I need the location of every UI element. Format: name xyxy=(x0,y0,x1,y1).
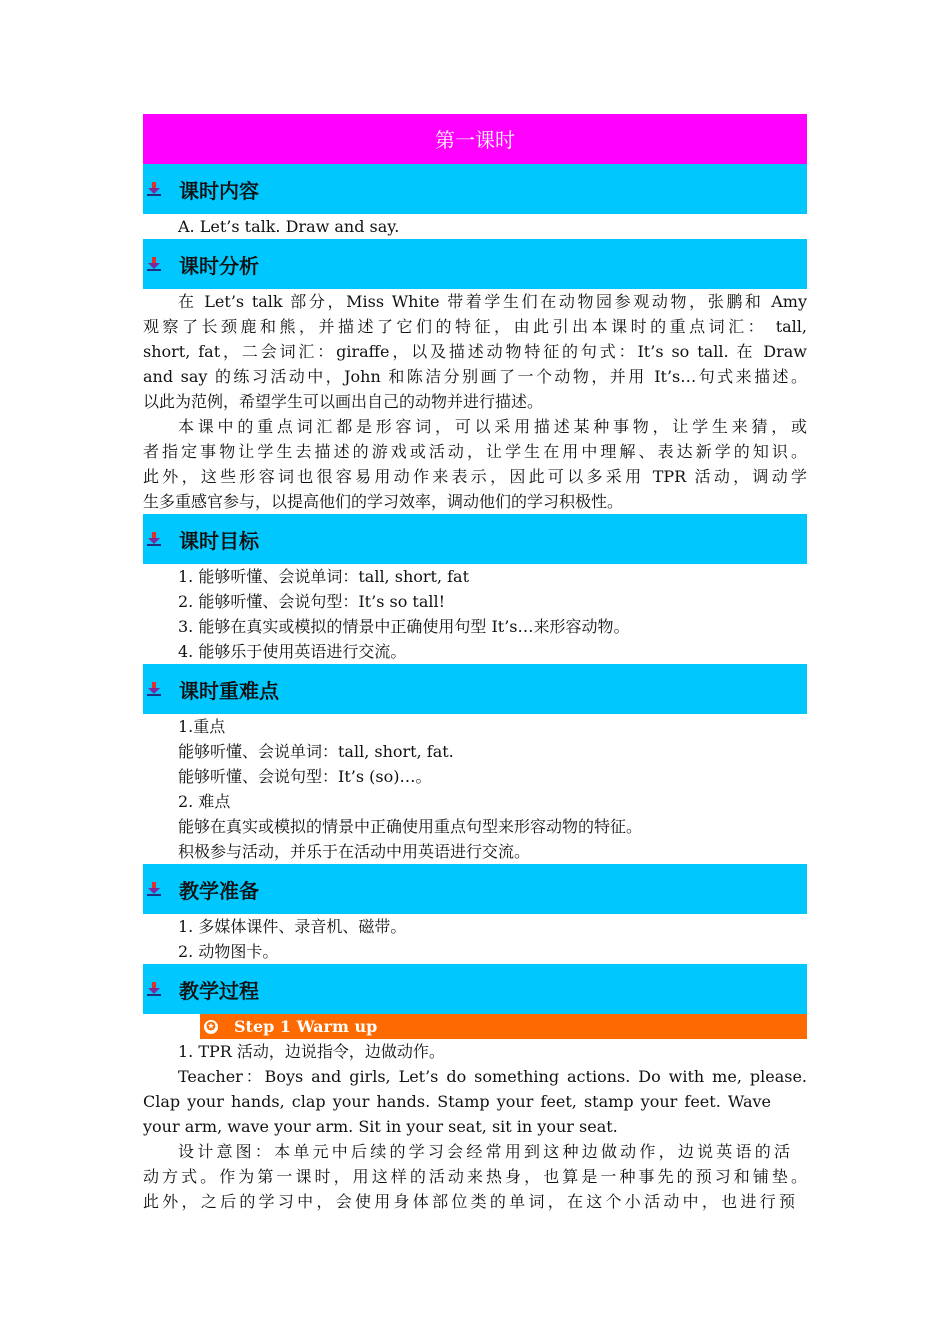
analysis-line: 本课中的重点词汇都是形容词，可以采用描述某种事物，让学生来猜，或 xyxy=(178,417,807,436)
content-line: A. Let’s talk. Draw and say. xyxy=(178,217,400,236)
analysis-line: 生多重感官参与，以提高他们的学习效率，调动他们的学习积极性。 xyxy=(143,492,624,511)
analysis-line: 观察了长颈鹿和熊，并描述了它们的特征，由此引出本课时的重点词汇： tall, xyxy=(143,317,807,336)
bullet-icon xyxy=(147,882,161,896)
process-line: Teacher：Boys and girls, Let’s do something actions. Do with me, please. xyxy=(178,1067,807,1086)
bullet-icon xyxy=(147,182,161,196)
prep-line: 1. 多媒体课件、录音机、磁带。 xyxy=(178,917,407,936)
star-icon: ✪ xyxy=(204,1020,218,1034)
process-line: 此外，之后的学习中，会使用身体部位类的单词，在这个小活动中，也进行预 xyxy=(143,1192,795,1211)
section-label: 课时分析 xyxy=(179,253,259,278)
goal-line: 2. 能够听懂、会说句型：It’s so tall! xyxy=(178,592,446,611)
step-label: Step 1 Warm up xyxy=(234,1017,378,1036)
step-header xyxy=(200,1014,807,1039)
analysis-line: short, fat，二会词汇：giraffe，以及描述动物特征的句式：It’s so tall. 在 Draw xyxy=(143,342,807,361)
process-line: Clap your hands, clap your hands. Stamp your feet, stamp your feet. Wave xyxy=(143,1092,771,1111)
process-line: your arm, wave your arm. Sit in your seat, sit in your seat. xyxy=(143,1117,618,1136)
goal-line: 4. 能够乐于使用英语进行交流。 xyxy=(178,642,407,661)
goal-line: 3. 能够在真实或模拟的情景中正确使用句型 It’s…来形容动物。 xyxy=(178,617,630,636)
bullet-icon xyxy=(147,257,161,271)
prep-line: 2. 动物图卡。 xyxy=(178,942,279,961)
analysis-line: and say 的练习活动中，John 和陈洁分别画了一个动物，并用 It’s…句式来描述。 xyxy=(143,367,807,386)
section-header-goals xyxy=(143,514,807,564)
analysis-line: 此外，这些形容词也很容易用动作来表示，因此可以多采用 TPR 活动，调动学 xyxy=(143,467,807,486)
section-header-process xyxy=(143,964,807,1014)
bullet-icon xyxy=(147,532,161,546)
section-label: 课时内容 xyxy=(179,178,259,203)
section-header-prep xyxy=(143,864,807,914)
keypoint-line: 能够听懂、会说句型：It’s (so)…。 xyxy=(178,767,432,786)
analysis-line: 在 Let’s talk 部分，Miss White 带着学生们在动物园参观动物，张鹏和 Amy xyxy=(178,292,807,311)
lesson-title: 第一课时 xyxy=(143,114,807,164)
section-label: 教学过程 xyxy=(179,978,259,1003)
section-header-analysis xyxy=(143,239,807,289)
analysis-line: 者指定事物让学生去描述的游戏或活动，让学生在用中理解、表达新学的知识。 xyxy=(143,442,807,461)
section-header-content xyxy=(143,164,807,214)
keypoint-line: 积极参与活动，并乐于在活动中用英语进行交流。 xyxy=(178,842,531,861)
section-label: 课时目标 xyxy=(179,528,259,553)
lesson-page xyxy=(143,114,807,1214)
bullet-icon xyxy=(147,682,161,696)
keypoint-line: 能够听懂、会说单词：tall, short, fat. xyxy=(178,742,454,761)
section-label: 课时重难点 xyxy=(179,678,279,703)
bullet-icon xyxy=(147,982,161,996)
process-line: 设计意图：本单元中后续的学习会经常用到这种边做动作，边说英语的活 xyxy=(178,1142,790,1161)
keypoint-line: 能够在真实或模拟的情景中正确使用重点句型来形容动物的特征。 xyxy=(178,817,643,836)
goal-line: 1. 能够听懂、会说单词：tall, short, fat xyxy=(178,567,470,586)
section-label: 教学准备 xyxy=(179,878,259,903)
process-line: 动方式。作为第一课时，用这样的活动来热身，也算是一种事先的预习和铺垫。 xyxy=(143,1167,807,1186)
keypoint-line: 2. 难点 xyxy=(178,792,231,811)
process-line: 1. TPR 活动，边说指令，边做动作。 xyxy=(178,1042,445,1061)
analysis-line: 以此为范例，希望学生可以画出自己的动物并进行描述。 xyxy=(143,392,544,411)
section-header-keypoints xyxy=(143,664,807,714)
keypoint-line: 1.重点 xyxy=(178,717,226,736)
